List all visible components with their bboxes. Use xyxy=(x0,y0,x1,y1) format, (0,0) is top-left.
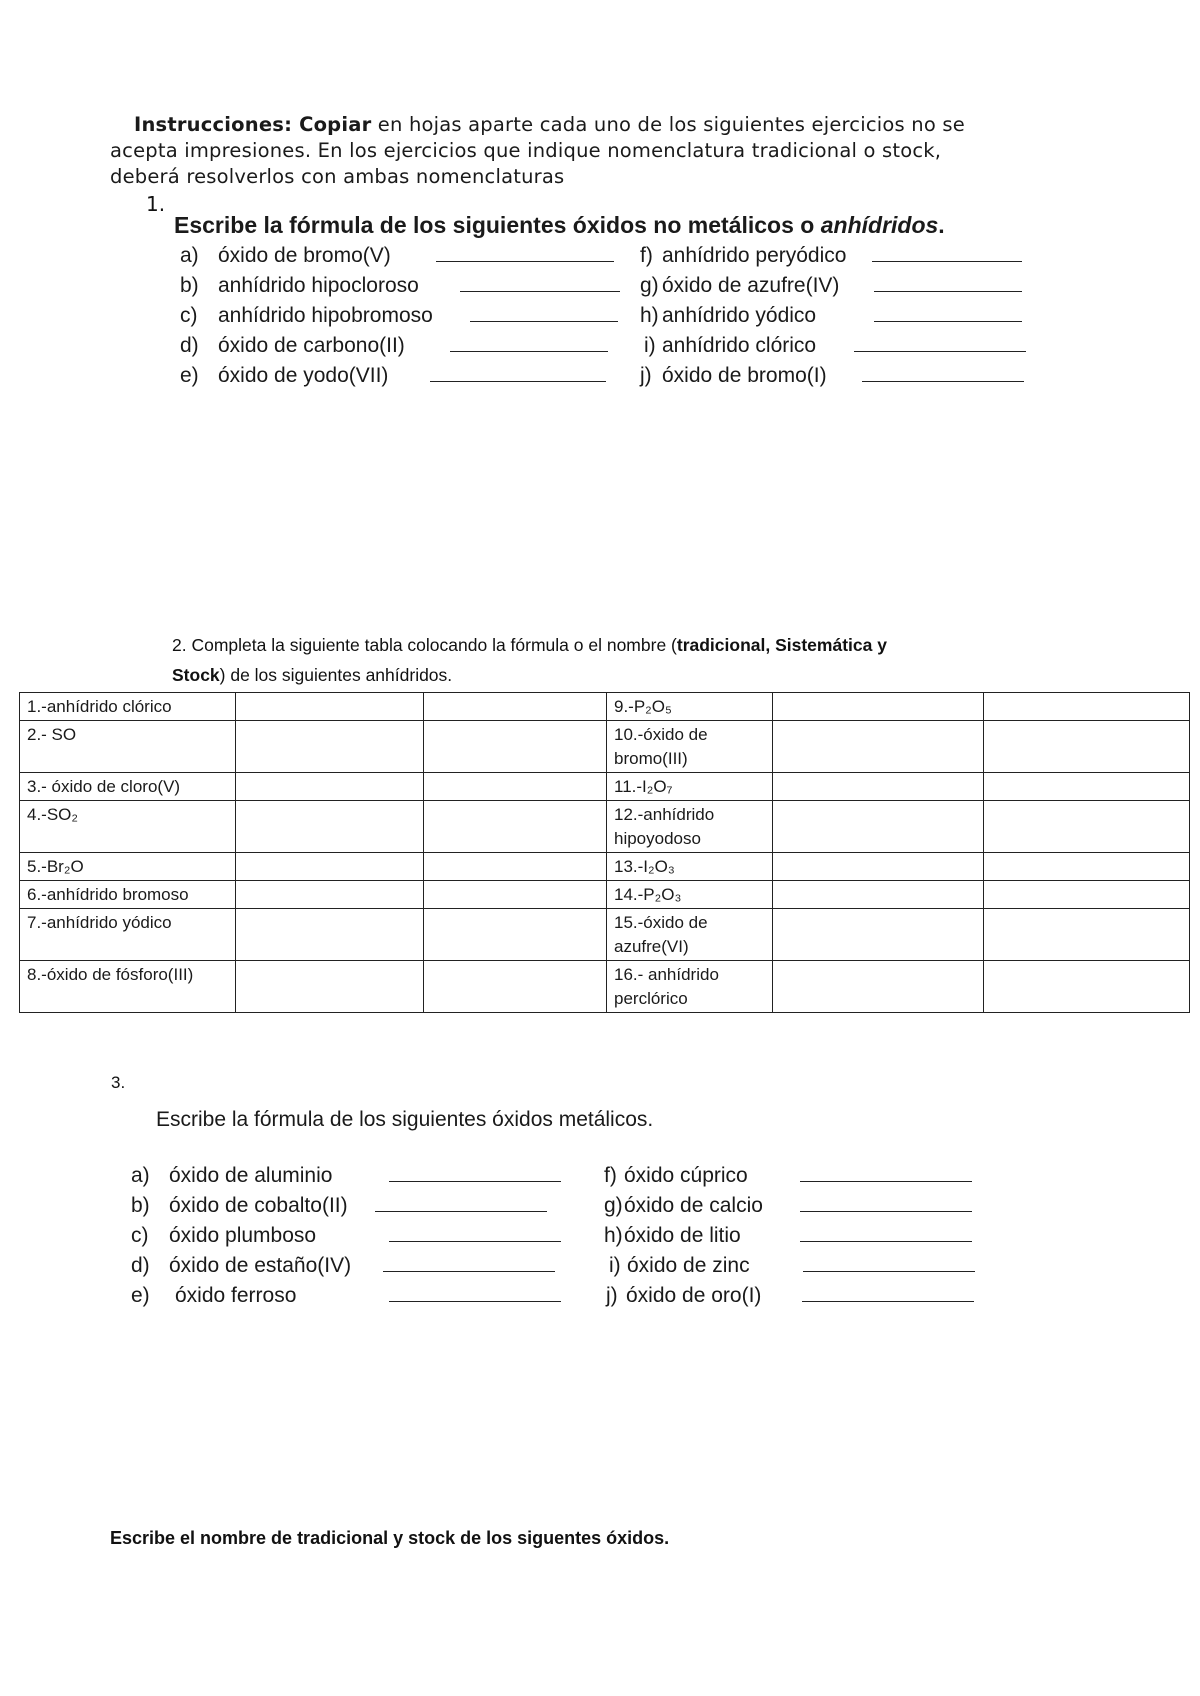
table-cell-label: 5.-Br₂O xyxy=(20,853,236,881)
table-row xyxy=(20,909,1190,961)
table-cell-answer[interactable] xyxy=(773,909,984,961)
table-cell-label: 3.- óxido de cloro(V) xyxy=(20,773,236,801)
item-letter: f) xyxy=(640,244,653,267)
table-row xyxy=(20,693,1190,721)
exercise3-number: 3. xyxy=(111,1073,126,1092)
item-letter: b) xyxy=(180,274,199,297)
answer-blank[interactable] xyxy=(872,245,1022,262)
exercise3-item-j xyxy=(606,1284,974,1308)
table-row xyxy=(20,853,1190,881)
table-cell-answer[interactable] xyxy=(424,961,607,1013)
exercise1-item-j xyxy=(640,364,1024,388)
table-row xyxy=(20,721,1190,773)
item-letter: f) xyxy=(604,1164,617,1187)
exercise3-item-h xyxy=(604,1224,972,1248)
item-letter: i) xyxy=(609,1254,621,1277)
instructions-line3: deberá resolverlos con ambas nomenclaturas xyxy=(110,165,565,188)
item-letter: a) xyxy=(131,1164,150,1187)
table-cell-label: 12.-anhídrido hipoyodoso xyxy=(607,801,773,853)
item-letter: g) xyxy=(640,274,659,297)
exercise3-title: Escribe la fórmula de los siguientes óxidos metálicos. xyxy=(156,1108,654,1131)
answer-blank[interactable] xyxy=(383,1255,555,1272)
table-cell-answer[interactable] xyxy=(424,693,607,721)
item-letter: c) xyxy=(180,304,198,327)
exercise1-item-i xyxy=(644,334,1026,358)
table-cell-answer[interactable] xyxy=(984,773,1190,801)
table-cell-answer[interactable] xyxy=(984,961,1190,1013)
item-letter: b) xyxy=(131,1194,150,1217)
exercise1-number: 1. xyxy=(146,192,166,216)
table-cell-answer[interactable] xyxy=(984,721,1190,773)
exercise3-item-b xyxy=(131,1194,547,1218)
table-cell-answer[interactable] xyxy=(236,961,424,1013)
item-letter: j) xyxy=(640,364,652,387)
answer-blank[interactable] xyxy=(800,1165,972,1182)
table-cell-answer[interactable] xyxy=(424,881,607,909)
table-row xyxy=(20,773,1190,801)
answer-blank[interactable] xyxy=(800,1225,972,1242)
table-cell-answer[interactable] xyxy=(773,961,984,1013)
answer-blank[interactable] xyxy=(800,1195,972,1212)
exercise1-item-f xyxy=(640,244,1022,268)
item-letter: d) xyxy=(180,334,199,357)
table-cell-label: 15.-óxido de azufre(VI) xyxy=(607,909,773,961)
item-letter: i) xyxy=(644,334,656,357)
answer-blank[interactable] xyxy=(802,1285,974,1302)
table-cell-answer[interactable] xyxy=(236,773,424,801)
item-letter: a) xyxy=(180,244,199,267)
item-letter: d) xyxy=(131,1254,150,1277)
table-row xyxy=(20,961,1190,1013)
item-letter: e) xyxy=(131,1284,150,1307)
table-cell-answer[interactable] xyxy=(773,801,984,853)
exercise1-title-end: . xyxy=(938,212,945,238)
table-cell-label: 14.-P₂O₃ xyxy=(607,881,773,909)
table-cell-answer[interactable] xyxy=(984,853,1190,881)
table-cell-answer[interactable] xyxy=(984,693,1190,721)
exercise2-prefix: 2. Completa la siguiente tabla colocando la fórmula o el nombre ( xyxy=(172,635,677,655)
table-cell-label: 10.-óxido de bromo(III) xyxy=(607,721,773,773)
answer-blank[interactable] xyxy=(389,1165,561,1182)
exercise4-title: Escribe el nombre de tradicional y stock de los siguentes óxidos. xyxy=(110,1528,670,1548)
item-letter: h) xyxy=(640,304,659,327)
exercise1-title-text: Escribe la fórmula de los siguientes óxidos no metálicos o xyxy=(174,212,821,238)
table-cell-label: 7.-anhídrido yódico xyxy=(20,909,236,961)
item-letter: e) xyxy=(180,364,199,387)
item-text: óxido de azufre(IV) xyxy=(662,274,840,297)
instructions-line2: acepta impresiones. En los ejercicios que indique nomenclatura tradicional o stock, xyxy=(110,139,942,162)
table-cell-label: 16.- anhídrido perclórico xyxy=(607,961,773,1013)
item-text: óxido de bromo(I) xyxy=(662,364,827,387)
item-text: óxido de oro(I) xyxy=(626,1284,762,1307)
exercise1-title xyxy=(174,212,945,239)
table-cell-answer[interactable] xyxy=(424,909,607,961)
answer-blank[interactable] xyxy=(874,305,1022,322)
table-cell-label: 13.-I₂O₃ xyxy=(607,853,773,881)
table-cell-label: 2.- SO xyxy=(20,721,236,773)
exercise1-item-g xyxy=(640,274,1022,298)
item-text: óxido ferroso xyxy=(175,1284,297,1307)
exercise1-item-a xyxy=(180,244,614,268)
item-text: óxido de cobalto(II) xyxy=(169,1194,348,1217)
item-letter: c) xyxy=(131,1224,149,1247)
exercise1-item-c xyxy=(180,304,618,328)
table-cell-answer[interactable] xyxy=(236,853,424,881)
table-cell-answer[interactable] xyxy=(236,801,424,853)
answer-blank[interactable] xyxy=(436,245,614,262)
table-cell-label: 11.-I₂O₇ xyxy=(607,773,773,801)
item-text: anhídrido yódico xyxy=(662,304,817,327)
answer-blank[interactable] xyxy=(450,335,608,352)
exercise1-item-b xyxy=(180,274,620,298)
answer-blank[interactable] xyxy=(854,335,1026,352)
item-text: anhídrido hipobromoso xyxy=(218,304,433,327)
table-cell-answer[interactable] xyxy=(236,721,424,773)
exercise2-bold2: Stock xyxy=(172,665,220,685)
item-text: óxido de calcio xyxy=(624,1194,763,1217)
table-cell-answer[interactable] xyxy=(984,881,1190,909)
table-cell-label: 8.-óxido de fósforo(III) xyxy=(20,961,236,1013)
exercise2-suffix: ) de los siguientes anhídridos. xyxy=(219,665,453,685)
exercise2-instructions xyxy=(172,630,1072,690)
exercise1-item-e xyxy=(180,364,606,388)
answer-blank[interactable] xyxy=(803,1255,975,1272)
table-cell-answer[interactable] xyxy=(773,853,984,881)
table-cell-answer[interactable] xyxy=(773,721,984,773)
table-cell-answer[interactable] xyxy=(424,853,607,881)
exercise3-item-e xyxy=(131,1284,561,1308)
item-text: óxido plumboso xyxy=(169,1224,317,1247)
exercise2-bold1: tradicional, Sistemática y xyxy=(676,635,887,655)
table-cell-answer[interactable] xyxy=(424,721,607,773)
answer-blank[interactable] xyxy=(460,275,620,292)
exercise1-item-d xyxy=(180,334,608,358)
answer-blank[interactable] xyxy=(375,1195,547,1212)
answer-blank[interactable] xyxy=(874,275,1022,292)
answer-blank[interactable] xyxy=(389,1225,561,1242)
table-row xyxy=(20,801,1190,853)
item-text: anhídrido hipocloroso xyxy=(218,274,419,297)
item-text: anhídrido clórico xyxy=(662,334,817,357)
item-text: anhídrido peryódico xyxy=(662,244,847,267)
table-cell-answer[interactable] xyxy=(236,909,424,961)
item-text: óxido de carbono(II) xyxy=(218,334,405,357)
item-letter: j) xyxy=(606,1284,618,1307)
table-row xyxy=(20,881,1190,909)
exercise3-item-a xyxy=(131,1164,561,1188)
exercise3-item-i xyxy=(609,1254,975,1278)
exercise1-item-h xyxy=(640,304,1022,328)
anhydrides-table xyxy=(19,692,1190,1013)
exercise1-title-italic: anhídridos xyxy=(820,212,939,238)
table-cell-answer[interactable] xyxy=(236,693,424,721)
answer-blank[interactable] xyxy=(862,365,1024,382)
instructions-lead: Instrucciones: Copiar xyxy=(134,113,372,136)
table-cell-label: 6.-anhídrido bromoso xyxy=(20,881,236,909)
table-cell-answer[interactable] xyxy=(236,881,424,909)
table-cell-answer[interactable] xyxy=(773,881,984,909)
table-cell-label: 9.-P₂O₅ xyxy=(607,693,773,721)
table-cell-answer[interactable] xyxy=(773,693,984,721)
table-cell-answer[interactable] xyxy=(773,773,984,801)
item-text: óxido de zinc xyxy=(627,1254,750,1277)
table-cell-answer[interactable] xyxy=(424,773,607,801)
answer-blank[interactable] xyxy=(389,1285,561,1302)
item-letter: g) xyxy=(604,1194,623,1217)
table-cell-answer[interactable] xyxy=(984,909,1190,961)
answer-blank[interactable] xyxy=(430,365,606,382)
answer-blank[interactable] xyxy=(470,305,618,322)
item-text: óxido de estaño(IV) xyxy=(169,1254,352,1277)
table-cell-answer[interactable] xyxy=(424,801,607,853)
item-text: óxido de aluminio xyxy=(169,1164,333,1187)
instructions xyxy=(110,112,1090,190)
item-text: óxido cúprico xyxy=(624,1164,748,1187)
table-cell-label: 1.-anhídrido clórico xyxy=(20,693,236,721)
exercise3-item-d xyxy=(131,1254,555,1278)
exercise3-item-g xyxy=(604,1194,972,1218)
item-letter: h) xyxy=(604,1224,623,1247)
instructions-line1: en hojas aparte cada uno de los siguientes ejercicios no se xyxy=(371,113,965,136)
item-text: óxido de bromo(V) xyxy=(218,244,391,267)
exercise3-item-f xyxy=(604,1164,972,1188)
exercise3-item-c xyxy=(131,1224,561,1248)
table-cell-answer[interactable] xyxy=(984,801,1190,853)
item-text: óxido de litio xyxy=(624,1224,741,1247)
table-cell-label: 4.-SO₂ xyxy=(20,801,236,853)
item-text: óxido de yodo(VII) xyxy=(218,364,389,387)
